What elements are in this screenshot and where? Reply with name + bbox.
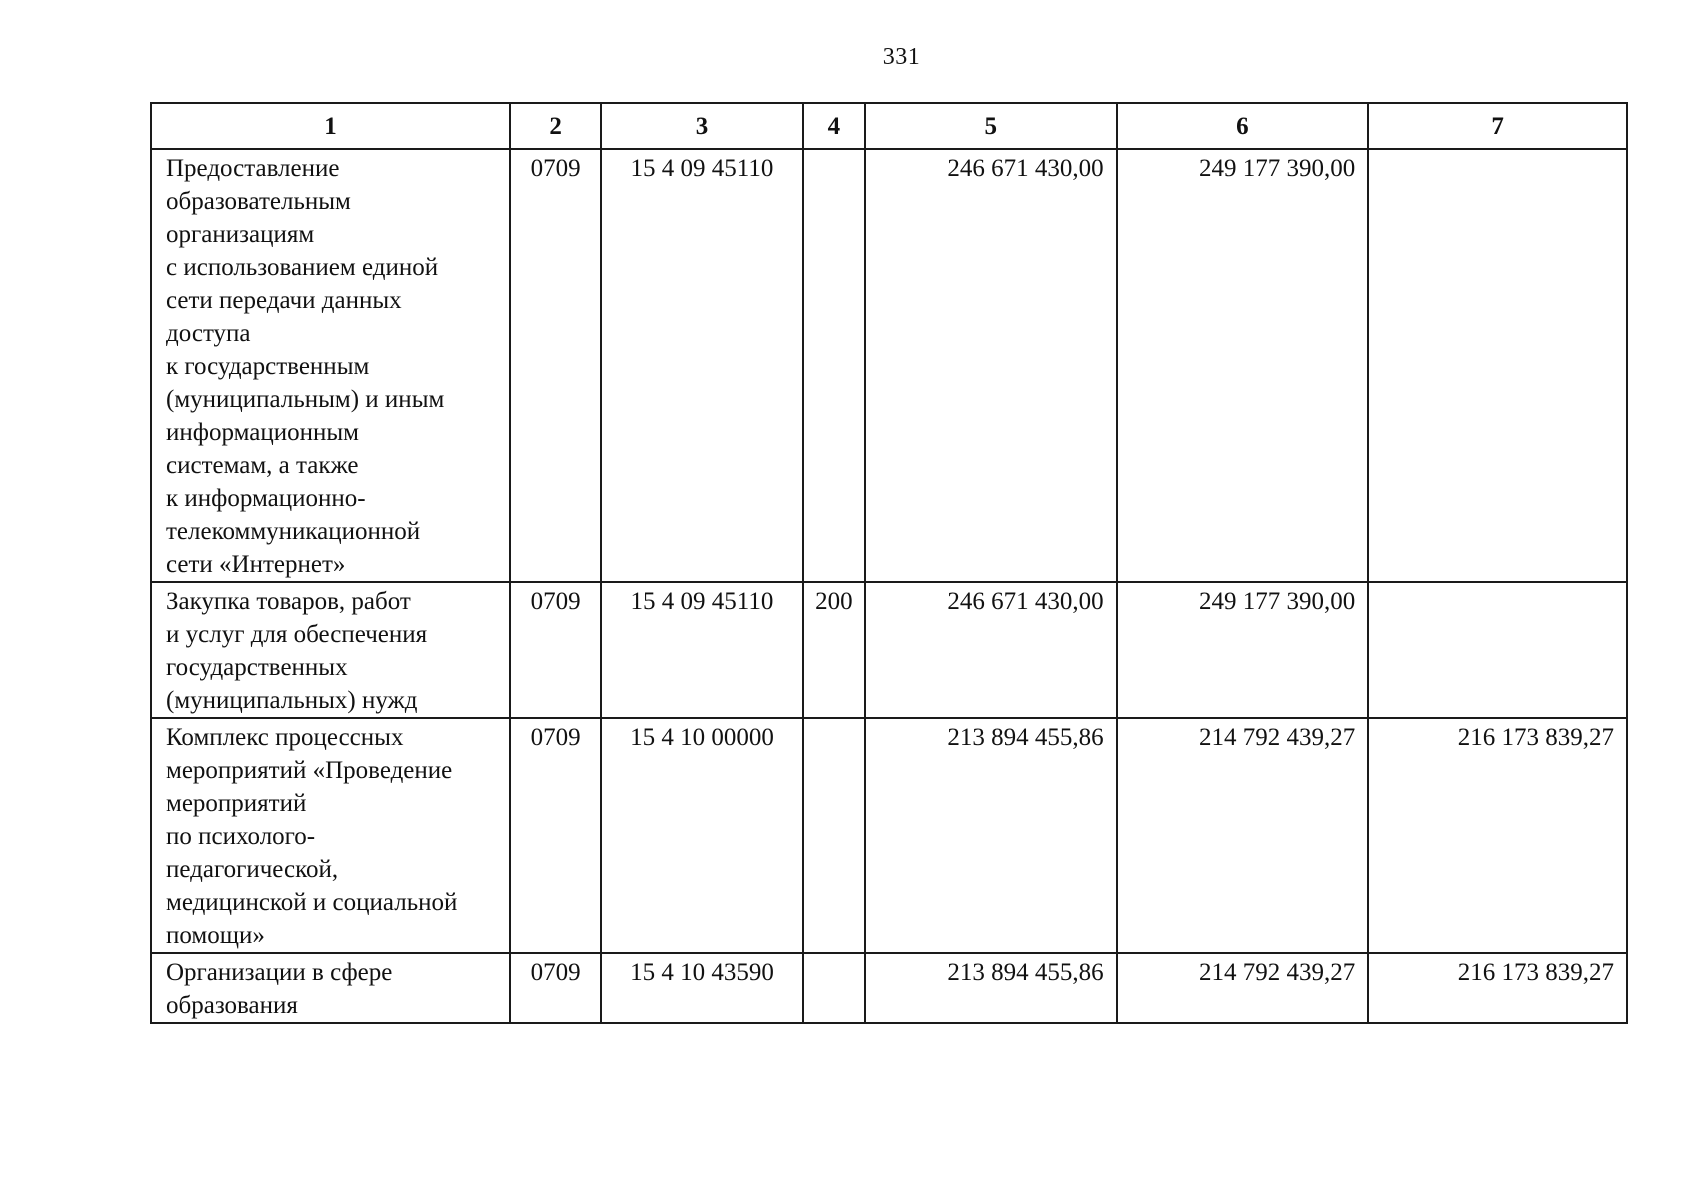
row-section-cell: 0709 [510,718,601,953]
row-name-line: организациям [166,221,315,248]
row-name-line: Комплекс процессных [166,724,404,751]
row-name-cell [151,718,510,953]
row-value5-cell: 246 671 430,00 [865,582,1117,718]
row-type-cell [803,149,865,582]
row-name-line: педагогической, [166,856,339,883]
row-name-line: сети «Интернет» [166,551,346,578]
row-name-line: мероприятий «Проведение [166,757,453,784]
budget-table [150,102,1628,1024]
row-value5-cell: 246 671 430,00 [865,149,1117,582]
row-section-cell: 0709 [510,149,601,582]
row-value5-cell: 213 894 455,86 [865,718,1117,953]
table-row [151,953,1627,1023]
row-section-cell: 0709 [510,582,601,718]
row-type-cell: 200 [803,582,865,718]
row-code-cell: 15 4 10 00000 [601,718,803,953]
row-value6-cell: 249 177 390,00 [1117,149,1369,582]
row-name-cell [151,582,510,718]
column-header-5: 5 [865,103,1117,149]
row-name-line: телекоммуникационной [166,518,421,545]
row-name-line: образовательным [166,188,351,215]
row-name-line: помощи» [166,922,265,949]
row-name-line: мероприятий [166,790,307,817]
column-header-3: 3 [601,103,803,149]
row-name-line: медицинской и социальной [166,889,458,916]
row-name-line: (муниципальным) и иным [166,386,445,413]
row-value7-cell: 216 173 839,27 [1368,718,1627,953]
table-header-row [151,103,1627,149]
table-row [151,149,1627,582]
row-code-cell: 15 4 09 45110 [601,149,803,582]
row-name-line: к информационно- [166,485,366,512]
row-type-cell [803,953,865,1023]
row-name-line: государственных [166,654,348,681]
row-value5-cell: 213 894 455,86 [865,953,1117,1023]
row-name-line: Организации в сфере [166,959,393,986]
row-value7-cell: 216 173 839,27 [1368,953,1627,1023]
page-number: 331 [882,44,921,70]
column-header-7: 7 [1368,103,1627,149]
column-header-4: 4 [803,103,865,149]
row-name-cell [151,953,510,1023]
row-value7-cell [1368,149,1627,582]
row-name-line: Закупка товаров, работ [166,588,411,615]
row-name-line: к государственным [166,353,370,380]
row-name-line: (муниципальных) нужд [166,687,418,714]
row-code-cell: 15 4 10 43590 [601,953,803,1023]
row-name-line: образования [166,992,298,1019]
row-name-line: и услуг для обеспечения [166,621,428,648]
table-row [151,718,1627,953]
row-name-line: Предоставление [166,155,340,182]
row-value7-cell [1368,582,1627,718]
row-section-cell: 0709 [510,953,601,1023]
column-header-6: 6 [1117,103,1369,149]
row-name-line: сети передачи данных [166,287,402,314]
row-type-cell [803,718,865,953]
row-value6-cell: 214 792 439,27 [1117,718,1369,953]
row-value6-cell: 249 177 390,00 [1117,582,1369,718]
row-code-cell: 15 4 09 45110 [601,582,803,718]
column-header-1: 1 [151,103,510,149]
row-name-line: доступа [166,320,251,347]
row-name-cell [151,149,510,582]
column-header-2: 2 [510,103,601,149]
row-name-line: информационным [166,419,359,446]
row-value6-cell: 214 792 439,27 [1117,953,1369,1023]
row-name-line: системам, а также [166,452,359,479]
row-name-line: с использованием единой [166,254,439,281]
table-row [151,582,1627,718]
row-name-line: по психолого- [166,823,316,850]
